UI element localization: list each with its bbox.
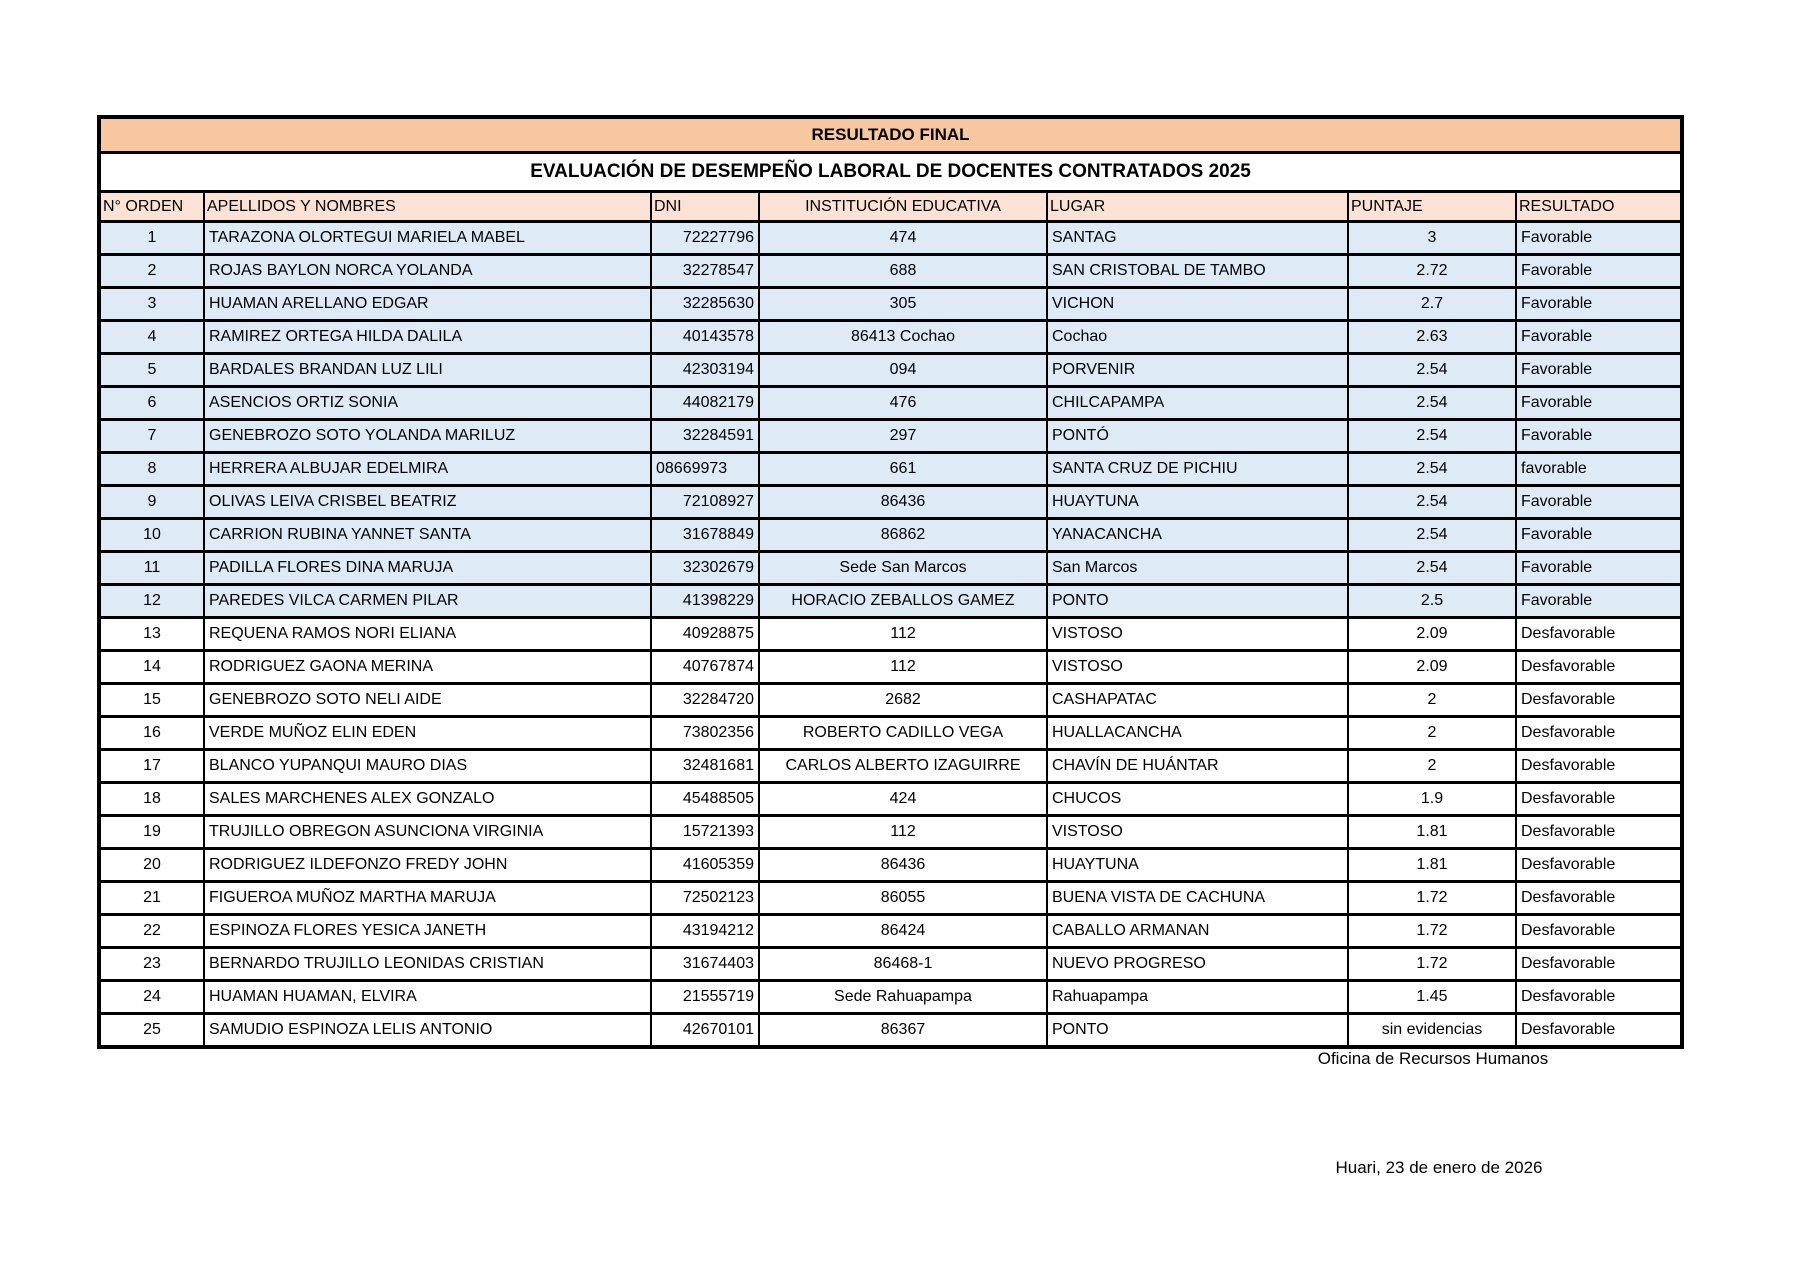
table-body <box>99 117 1682 1047</box>
cell-nombres: SAMUDIO ESPINOZA LELIS ANTONIO <box>204 1014 651 1048</box>
cell-orden: 21 <box>99 882 204 915</box>
footer-date-label: Huari, 23 de enero de 2026 <box>1335 1158 1543 1177</box>
cell-institucion: 476 <box>759 387 1047 420</box>
cell-dni: 31678849 <box>651 519 759 552</box>
cell-puntaje: 2.63 <box>1348 321 1516 354</box>
cell-institucion: HORACIO ZEBALLOS GAMEZ <box>759 585 1047 618</box>
cell-dni: 44082179 <box>651 387 759 420</box>
table-row <box>99 354 1682 387</box>
cell-puntaje: 2.09 <box>1348 651 1516 684</box>
cell-institucion: 86436 <box>759 849 1047 882</box>
cell-lugar: Rahuapampa <box>1047 981 1348 1014</box>
cell-institucion: 661 <box>759 453 1047 486</box>
cell-orden: 16 <box>99 717 204 750</box>
cell-puntaje: 1.9 <box>1348 783 1516 816</box>
cell-orden: 20 <box>99 849 204 882</box>
cell-nombres: ASENCIOS ORTIZ SONIA <box>204 387 651 420</box>
cell-orden: 25 <box>99 1014 204 1048</box>
cell-nombres: TARAZONA OLORTEGUI MARIELA MABEL <box>204 222 651 255</box>
cell-dni: 41398229 <box>651 585 759 618</box>
table-row <box>99 420 1682 453</box>
cell-orden: 5 <box>99 354 204 387</box>
cell-institucion: 86468-1 <box>759 948 1047 981</box>
cell-lugar: PORVENIR <box>1047 354 1348 387</box>
table-row <box>99 387 1682 420</box>
cell-resultado: Desfavorable <box>1516 948 1682 981</box>
table-row <box>99 1014 1682 1048</box>
column-header-5: PUNTAJE <box>1348 192 1516 222</box>
cell-institucion: 112 <box>759 816 1047 849</box>
cell-lugar: VICHON <box>1047 288 1348 321</box>
cell-puntaje: 2.54 <box>1348 420 1516 453</box>
table-row <box>99 453 1682 486</box>
column-header-2: DNI <box>651 192 759 222</box>
cell-orden: 12 <box>99 585 204 618</box>
cell-nombres: HERRERA ALBUJAR EDELMIRA <box>204 453 651 486</box>
cell-lugar: SANTAG <box>1047 222 1348 255</box>
cell-puntaje: 2 <box>1348 750 1516 783</box>
cell-lugar: PONTO <box>1047 1014 1348 1048</box>
table-row <box>99 585 1682 618</box>
cell-dni: 43194212 <box>651 915 759 948</box>
cell-nombres: RODRIGUEZ ILDEFONZO FREDY JOHN <box>204 849 651 882</box>
cell-dni: 32302679 <box>651 552 759 585</box>
cell-nombres: BARDALES BRANDAN LUZ LILI <box>204 354 651 387</box>
cell-orden: 15 <box>99 684 204 717</box>
cell-institucion: 305 <box>759 288 1047 321</box>
cell-orden: 7 <box>99 420 204 453</box>
table-row <box>99 915 1682 948</box>
cell-lugar: CHUCOS <box>1047 783 1348 816</box>
cell-dni: 31674403 <box>651 948 759 981</box>
table-row <box>99 816 1682 849</box>
cell-nombres: FIGUEROA MUÑOZ MARTHA MARUJA <box>204 882 651 915</box>
cell-lugar: CHAVÍN DE HUÁNTAR <box>1047 750 1348 783</box>
cell-orden: 18 <box>99 783 204 816</box>
cell-lugar: PONTO <box>1047 585 1348 618</box>
column-header-4: LUGAR <box>1047 192 1348 222</box>
table-row <box>99 750 1682 783</box>
cell-resultado: Desfavorable <box>1516 717 1682 750</box>
cell-orden: 4 <box>99 321 204 354</box>
cell-orden: 6 <box>99 387 204 420</box>
cell-lugar: CASHAPATAC <box>1047 684 1348 717</box>
cell-resultado: favorable <box>1516 453 1682 486</box>
cell-institucion: 112 <box>759 651 1047 684</box>
cell-dni: 42670101 <box>651 1014 759 1048</box>
cell-lugar: San Marcos <box>1047 552 1348 585</box>
cell-lugar: SAN CRISTOBAL DE TAMBO <box>1047 255 1348 288</box>
cell-nombres: ESPINOZA FLORES YESICA JANETH <box>204 915 651 948</box>
cell-nombres: ROJAS BAYLON NORCA YOLANDA <box>204 255 651 288</box>
table-row <box>99 783 1682 816</box>
cell-resultado: Desfavorable <box>1516 882 1682 915</box>
cell-dni: 21555719 <box>651 981 759 1014</box>
cell-orden: 1 <box>99 222 204 255</box>
table-row <box>99 948 1682 981</box>
table-row <box>99 552 1682 585</box>
cell-nombres: OLIVAS LEIVA CRISBEL BEATRIZ <box>204 486 651 519</box>
table-row <box>99 849 1682 882</box>
cell-nombres: PAREDES VILCA CARMEN PILAR <box>204 585 651 618</box>
cell-institucion: 86367 <box>759 1014 1047 1048</box>
cell-resultado: Desfavorable <box>1516 981 1682 1014</box>
table-row <box>99 519 1682 552</box>
cell-orden: 8 <box>99 453 204 486</box>
cell-dni: 32285630 <box>651 288 759 321</box>
cell-institucion: CARLOS ALBERTO IZAGUIRRE <box>759 750 1047 783</box>
cell-resultado: Desfavorable <box>1516 618 1682 651</box>
column-header-0: N° ORDEN <box>99 192 204 222</box>
cell-nombres: GENEBROZO SOTO NELI AIDE <box>204 684 651 717</box>
cell-dni: 32481681 <box>651 750 759 783</box>
cell-resultado: Desfavorable <box>1516 651 1682 684</box>
table-row <box>99 981 1682 1014</box>
cell-resultado: Favorable <box>1516 585 1682 618</box>
cell-dni: 72108927 <box>651 486 759 519</box>
cell-puntaje: 1.81 <box>1348 849 1516 882</box>
cell-institucion: 474 <box>759 222 1047 255</box>
cell-institucion: Sede Rahuapampa <box>759 981 1047 1014</box>
cell-lugar: Cochao <box>1047 321 1348 354</box>
cell-nombres: SALES MARCHENES ALEX GONZALO <box>204 783 651 816</box>
cell-puntaje: 2 <box>1348 717 1516 750</box>
cell-puntaje: 2.54 <box>1348 519 1516 552</box>
cell-orden: 19 <box>99 816 204 849</box>
cell-nombres: RAMIREZ ORTEGA HILDA DALILA <box>204 321 651 354</box>
cell-lugar: VISTOSO <box>1047 618 1348 651</box>
cell-dni: 42303194 <box>651 354 759 387</box>
cell-puntaje: 2.72 <box>1348 255 1516 288</box>
cell-nombres: CARRION RUBINA YANNET SANTA <box>204 519 651 552</box>
cell-resultado: Favorable <box>1516 420 1682 453</box>
cell-resultado: Desfavorable <box>1516 849 1682 882</box>
cell-dni: 72502123 <box>651 882 759 915</box>
cell-orden: 9 <box>99 486 204 519</box>
cell-lugar: HUAYTUNA <box>1047 486 1348 519</box>
cell-nombres: RODRIGUEZ GAONA MERINA <box>204 651 651 684</box>
cell-puntaje: 2.54 <box>1348 453 1516 486</box>
cell-resultado: Favorable <box>1516 321 1682 354</box>
cell-puntaje: 2.54 <box>1348 354 1516 387</box>
cell-institucion: Sede San Marcos <box>759 552 1047 585</box>
cell-resultado: Desfavorable <box>1516 915 1682 948</box>
cell-dni: 32278547 <box>651 255 759 288</box>
cell-puntaje: 2.54 <box>1348 552 1516 585</box>
table-row <box>99 618 1682 651</box>
cell-institucion: 424 <box>759 783 1047 816</box>
cell-institucion: 688 <box>759 255 1047 288</box>
cell-nombres: BLANCO YUPANQUI MAURO DIAS <box>204 750 651 783</box>
subtitle-band-row <box>99 153 1682 192</box>
cell-lugar: HUALLACANCHA <box>1047 717 1348 750</box>
table-row <box>99 288 1682 321</box>
cell-dni: 45488505 <box>651 783 759 816</box>
cell-institucion: 2682 <box>759 684 1047 717</box>
column-header-row <box>99 192 1682 222</box>
cell-resultado: Desfavorable <box>1516 750 1682 783</box>
cell-lugar: YANACANCHA <box>1047 519 1348 552</box>
cell-lugar: CABALLO ARMANAN <box>1047 915 1348 948</box>
title-band-row <box>99 117 1682 153</box>
cell-dni: 41605359 <box>651 849 759 882</box>
cell-resultado: Favorable <box>1516 354 1682 387</box>
cell-lugar: VISTOSO <box>1047 816 1348 849</box>
cell-puntaje: 3 <box>1348 222 1516 255</box>
table-row <box>99 882 1682 915</box>
cell-lugar: CHILCAPAMPA <box>1047 387 1348 420</box>
cell-orden: 10 <box>99 519 204 552</box>
table-row <box>99 486 1682 519</box>
cell-puntaje: 2 <box>1348 684 1516 717</box>
cell-resultado: Favorable <box>1516 519 1682 552</box>
cell-resultado: Favorable <box>1516 486 1682 519</box>
cell-institucion: 094 <box>759 354 1047 387</box>
cell-resultado: Favorable <box>1516 288 1682 321</box>
cell-resultado: Desfavorable <box>1516 1014 1682 1048</box>
cell-orden: 24 <box>99 981 204 1014</box>
table-row <box>99 222 1682 255</box>
cell-nombres: TRUJILLO OBREGON ASUNCIONA VIRGINIA <box>204 816 651 849</box>
cell-lugar: SANTA CRUZ DE PICHIU <box>1047 453 1348 486</box>
cell-orden: 13 <box>99 618 204 651</box>
cell-dni: 40928875 <box>651 618 759 651</box>
page-title: RESULTADO FINAL <box>99 117 1682 153</box>
cell-lugar: HUAYTUNA <box>1047 849 1348 882</box>
cell-puntaje: 1.45 <box>1348 981 1516 1014</box>
cell-puntaje: 1.72 <box>1348 882 1516 915</box>
cell-orden: 14 <box>99 651 204 684</box>
table-row <box>99 255 1682 288</box>
table-row <box>99 321 1682 354</box>
cell-nombres: BERNARDO TRUJILLO LEONIDAS CRISTIAN <box>204 948 651 981</box>
cell-puntaje: 1.81 <box>1348 816 1516 849</box>
cell-puntaje: 2.54 <box>1348 387 1516 420</box>
table-row <box>99 651 1682 684</box>
cell-orden: 2 <box>99 255 204 288</box>
cell-orden: 23 <box>99 948 204 981</box>
cell-lugar: NUEVO PROGRESO <box>1047 948 1348 981</box>
cell-dni: 40143578 <box>651 321 759 354</box>
cell-orden: 3 <box>99 288 204 321</box>
cell-dni: 32284720 <box>651 684 759 717</box>
cell-resultado: Favorable <box>1516 552 1682 585</box>
cell-nombres: GENEBROZO SOTO YOLANDA MARILUZ <box>204 420 651 453</box>
cell-institucion: 86413 Cochao <box>759 321 1047 354</box>
cell-resultado: Desfavorable <box>1516 816 1682 849</box>
cell-institucion: 86424 <box>759 915 1047 948</box>
column-header-1: APELLIDOS Y NOMBRES <box>204 192 651 222</box>
cell-lugar: PONTÓ <box>1047 420 1348 453</box>
cell-orden: 22 <box>99 915 204 948</box>
cell-nombres: HUAMAN ARELLANO EDGAR <box>204 288 651 321</box>
cell-dni: 32284591 <box>651 420 759 453</box>
cell-resultado: Favorable <box>1516 222 1682 255</box>
cell-puntaje: 1.72 <box>1348 915 1516 948</box>
cell-institucion: 86862 <box>759 519 1047 552</box>
table-row <box>99 717 1682 750</box>
cell-nombres: REQUENA RAMOS NORI ELIANA <box>204 618 651 651</box>
cell-puntaje: 2.7 <box>1348 288 1516 321</box>
column-header-3: INSTITUCIÓN EDUCATIVA <box>759 192 1047 222</box>
cell-dni: 15721393 <box>651 816 759 849</box>
cell-dni: 72227796 <box>651 222 759 255</box>
cell-dni: 08669973 <box>651 453 759 486</box>
cell-nombres: VERDE MUÑOZ ELIN EDEN <box>204 717 651 750</box>
cell-dni: 40767874 <box>651 651 759 684</box>
cell-puntaje: sin evidencias <box>1348 1014 1516 1048</box>
footer-office-label: Oficina de Recursos Humanos <box>1317 1049 1549 1068</box>
cell-institucion: 297 <box>759 420 1047 453</box>
cell-puntaje: 2.09 <box>1348 618 1516 651</box>
cell-nombres: PADILLA FLORES DINA MARUJA <box>204 552 651 585</box>
cell-resultado: Favorable <box>1516 387 1682 420</box>
cell-resultado: Desfavorable <box>1516 684 1682 717</box>
cell-puntaje: 1.72 <box>1348 948 1516 981</box>
cell-lugar: VISTOSO <box>1047 651 1348 684</box>
cell-orden: 11 <box>99 552 204 585</box>
cell-institucion: 112 <box>759 618 1047 651</box>
cell-lugar: BUENA VISTA DE CACHUNA <box>1047 882 1348 915</box>
cell-puntaje: 2.5 <box>1348 585 1516 618</box>
cell-puntaje: 2.54 <box>1348 486 1516 519</box>
cell-institucion: ROBERTO CADILLO VEGA <box>759 717 1047 750</box>
column-header-6: RESULTADO <box>1516 192 1682 222</box>
page-subtitle: EVALUACIÓN DE DESEMPEÑO LABORAL DE DOCENTES CONTRATADOS 2025 <box>99 153 1682 192</box>
cell-resultado: Desfavorable <box>1516 783 1682 816</box>
cell-dni: 73802356 <box>651 717 759 750</box>
cell-orden: 17 <box>99 750 204 783</box>
cell-institucion: 86055 <box>759 882 1047 915</box>
table-row <box>99 684 1682 717</box>
cell-resultado: Favorable <box>1516 255 1682 288</box>
cell-nombres: HUAMAN HUAMAN, ELVIRA <box>204 981 651 1014</box>
cell-institucion: 86436 <box>759 486 1047 519</box>
results-table <box>97 115 1684 1049</box>
